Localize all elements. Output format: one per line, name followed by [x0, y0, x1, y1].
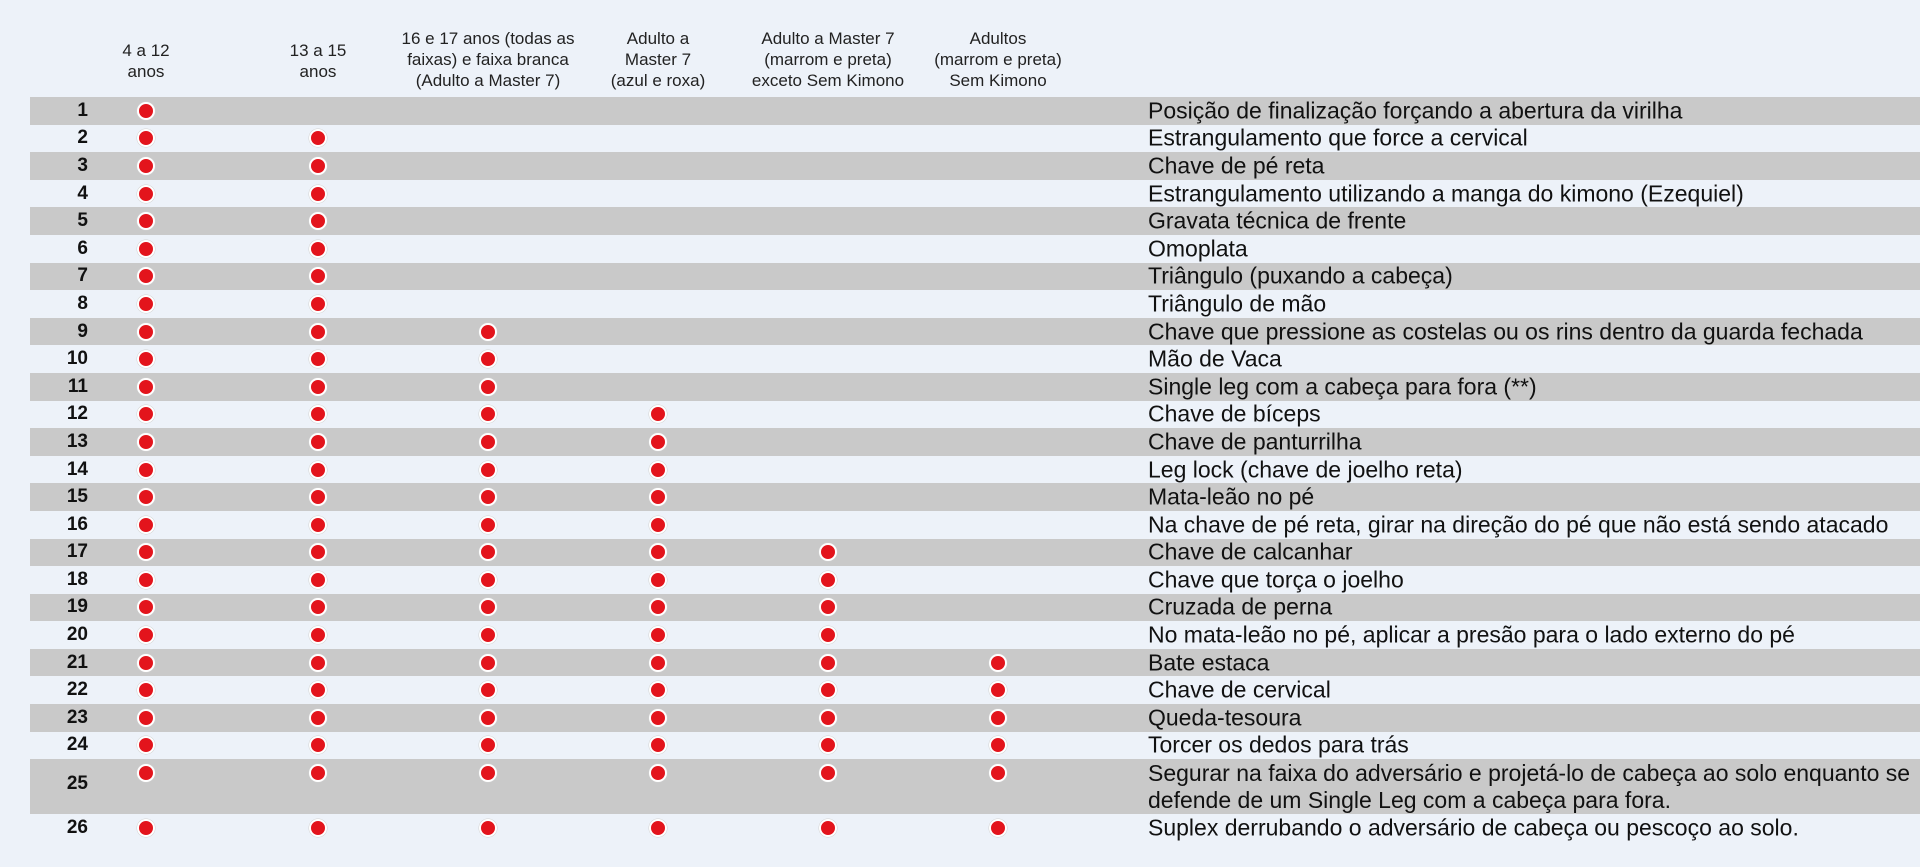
prohibited-dot-icon — [309, 626, 327, 644]
technique-description: Gravata técnica de frente — [1148, 207, 1407, 234]
prohibited-dot-icon — [137, 764, 155, 782]
prohibited-dot-icon — [819, 626, 837, 644]
prohibited-dot-icon — [137, 323, 155, 341]
technique-description: Segurar na faixa do adversário e projetá-lo de cabeça ao solo enquanto se defende de um Single Leg com a cabeça para fora. — [1148, 760, 1911, 814]
illegal-techniques-table — [30, 97, 1920, 842]
table-row — [30, 207, 1920, 235]
prohibited-dot-icon — [137, 405, 155, 423]
prohibited-dot-icon — [479, 323, 497, 341]
row-number: 5 — [77, 210, 88, 232]
prohibited-dot-icon — [649, 488, 667, 506]
prohibited-dot-icon — [137, 516, 155, 534]
prohibited-dot-icon — [309, 267, 327, 285]
prohibited-dot-icon — [649, 598, 667, 616]
prohibited-dot-icon — [137, 543, 155, 561]
technique-description: Posição de finalização forçando a abertura da virilha — [1148, 97, 1683, 124]
row-number: 10 — [66, 348, 88, 370]
table-row — [30, 704, 1920, 732]
prohibited-dot-icon — [137, 736, 155, 754]
prohibited-dot-icon — [479, 516, 497, 534]
technique-description: Mata-leão no pé — [1148, 483, 1315, 510]
row-number: 9 — [77, 320, 88, 342]
technique-description: Chave que torça o joelho — [1148, 566, 1404, 593]
prohibited-dot-icon — [309, 819, 327, 837]
table-header — [30, 28, 1920, 100]
technique-description: Chave de bíceps — [1148, 400, 1321, 427]
table-row — [30, 759, 1920, 814]
technique-description: Suplex derrubando o adversário de cabeça ou pescoço ao solo. — [1148, 814, 1799, 841]
table-row — [30, 814, 1920, 842]
prohibited-dot-icon — [309, 516, 327, 534]
column-header-adult-blue-purple: Adulto a Master 7 (azul e roxa) — [610, 29, 706, 90]
prohibited-dot-icon — [479, 736, 497, 754]
table-row — [30, 566, 1920, 594]
prohibited-dot-icon — [309, 543, 327, 561]
prohibited-dot-icon — [309, 240, 327, 258]
prohibited-dot-icon — [137, 157, 155, 175]
table-row — [30, 511, 1920, 539]
prohibited-dot-icon — [137, 709, 155, 727]
prohibited-dot-icon — [649, 543, 667, 561]
prohibited-dot-icon — [479, 626, 497, 644]
prohibited-dot-icon — [479, 350, 497, 368]
row-number: 12 — [66, 403, 88, 425]
prohibited-dot-icon — [819, 654, 837, 672]
table-row — [30, 373, 1920, 401]
prohibited-dot-icon — [137, 626, 155, 644]
prohibited-dot-icon — [309, 212, 327, 230]
prohibited-dot-icon — [989, 709, 1007, 727]
prohibited-dot-icon — [309, 185, 327, 203]
prohibited-dot-icon — [137, 102, 155, 120]
table-row — [30, 621, 1920, 649]
prohibited-dot-icon — [309, 488, 327, 506]
technique-description: Bate estaca — [1148, 649, 1270, 676]
prohibited-dot-icon — [649, 819, 667, 837]
prohibited-dot-icon — [479, 598, 497, 616]
prohibited-dot-icon — [137, 433, 155, 451]
technique-description: Single leg com a cabeça para fora (**) — [1148, 373, 1537, 400]
prohibited-dot-icon — [309, 350, 327, 368]
row-number: 4 — [77, 182, 88, 204]
table-row — [30, 539, 1920, 567]
table-row — [30, 125, 1920, 153]
row-number: 13 — [66, 430, 88, 452]
row-number: 25 — [66, 773, 88, 795]
technique-description: Triângulo de mão — [1148, 290, 1327, 317]
prohibited-dot-icon — [989, 654, 1007, 672]
prohibited-dot-icon — [649, 405, 667, 423]
row-number: 26 — [66, 817, 88, 839]
table-row — [30, 152, 1920, 180]
technique-description: Triângulo (puxando a cabeça) — [1148, 262, 1453, 289]
technique-description: Cruzada de perna — [1148, 593, 1333, 620]
prohibited-dot-icon — [309, 405, 327, 423]
prohibited-dot-icon — [309, 157, 327, 175]
prohibited-dot-icon — [649, 681, 667, 699]
row-number: 18 — [66, 568, 88, 590]
prohibited-dot-icon — [819, 709, 837, 727]
table-row — [30, 290, 1920, 318]
table-row — [30, 180, 1920, 208]
table-row — [30, 456, 1920, 484]
technique-description: Chave de panturrilha — [1148, 428, 1362, 455]
prohibited-dot-icon — [989, 681, 1007, 699]
prohibited-dot-icon — [479, 819, 497, 837]
prohibited-dot-icon — [137, 295, 155, 313]
column-header-13-15: 13 a 15 anos — [289, 41, 347, 81]
prohibited-dot-icon — [649, 461, 667, 479]
prohibited-dot-icon — [479, 681, 497, 699]
row-number: 17 — [66, 541, 88, 563]
prohibited-dot-icon — [989, 819, 1007, 837]
column-header-16-17: 16 e 17 anos (todas as faixas) e faixa branca (Adulto a Master 7) — [401, 29, 575, 90]
table-row — [30, 345, 1920, 373]
prohibited-dot-icon — [989, 736, 1007, 754]
prohibited-dot-icon — [137, 571, 155, 589]
column-header-4-12: 4 a 12 anos — [122, 41, 170, 81]
table-row — [30, 318, 1920, 346]
prohibited-dot-icon — [649, 433, 667, 451]
row-number: 8 — [77, 292, 88, 314]
prohibited-dot-icon — [819, 819, 837, 837]
table-row — [30, 483, 1920, 511]
prohibited-dot-icon — [479, 764, 497, 782]
row-number: 19 — [66, 596, 88, 618]
prohibited-dot-icon — [479, 543, 497, 561]
prohibited-dot-icon — [309, 598, 327, 616]
row-number: 14 — [66, 458, 88, 480]
prohibited-dot-icon — [649, 764, 667, 782]
technique-description: Torcer os dedos para trás — [1148, 731, 1409, 758]
prohibited-dot-icon — [479, 405, 497, 423]
row-number: 20 — [66, 624, 88, 646]
prohibited-dot-icon — [309, 295, 327, 313]
row-number: 21 — [66, 651, 88, 673]
table-row — [30, 649, 1920, 677]
table-row — [30, 676, 1920, 704]
prohibited-dot-icon — [309, 764, 327, 782]
prohibited-dot-icon — [309, 571, 327, 589]
prohibited-dot-icon — [137, 461, 155, 479]
technique-description: No mata-leão no pé, aplicar a presão para o lado externo do pé — [1148, 621, 1795, 648]
prohibited-dot-icon — [137, 212, 155, 230]
prohibited-dot-icon — [819, 736, 837, 754]
technique-description: Chave que pressione as costelas ou os rins dentro da guarda fechada — [1148, 318, 1863, 345]
technique-description: Estrangulamento utilizando a manga do kimono (Ezequiel) — [1148, 180, 1744, 207]
prohibited-dot-icon — [309, 709, 327, 727]
prohibited-dot-icon — [137, 681, 155, 699]
prohibited-dot-icon — [309, 461, 327, 479]
prohibited-dot-icon — [649, 626, 667, 644]
table-row — [30, 97, 1920, 125]
column-header-adults-no-gi: Adultos (marrom e preta) Sem Kimono — [934, 29, 1062, 90]
prohibited-dot-icon — [649, 516, 667, 534]
table-row — [30, 235, 1920, 263]
prohibited-dot-icon — [819, 598, 837, 616]
prohibited-dot-icon — [819, 681, 837, 699]
prohibited-dot-icon — [479, 571, 497, 589]
technique-description: Chave de pé reta — [1148, 152, 1325, 179]
prohibited-dot-icon — [479, 709, 497, 727]
technique-description: Chave de cervical — [1148, 676, 1331, 703]
technique-description: Omoplata — [1148, 235, 1248, 262]
row-number: 6 — [77, 237, 88, 259]
prohibited-dot-icon — [309, 736, 327, 754]
prohibited-dot-icon — [309, 323, 327, 341]
prohibited-dot-icon — [649, 736, 667, 754]
row-number: 1 — [77, 99, 88, 121]
prohibited-dot-icon — [479, 654, 497, 672]
table-row — [30, 732, 1920, 760]
prohibited-dot-icon — [137, 598, 155, 616]
prohibited-dot-icon — [137, 654, 155, 672]
row-number: 2 — [77, 127, 88, 149]
prohibited-dot-icon — [137, 185, 155, 203]
prohibited-dot-icon — [649, 571, 667, 589]
prohibited-dot-icon — [137, 240, 155, 258]
prohibited-dot-icon — [137, 378, 155, 396]
technique-description: Chave de calcanhar — [1148, 538, 1353, 565]
prohibited-dot-icon — [137, 819, 155, 837]
row-number: 23 — [66, 706, 88, 728]
technique-description: Na chave de pé reta, girar na direção do pé que não está sendo atacado — [1148, 511, 1889, 538]
prohibited-dot-icon — [479, 461, 497, 479]
prohibited-dot-icon — [819, 543, 837, 561]
prohibited-dot-icon — [649, 654, 667, 672]
prohibited-dot-icon — [309, 129, 327, 147]
prohibited-dot-icon — [819, 571, 837, 589]
row-number: 15 — [66, 486, 88, 508]
prohibited-dot-icon — [309, 378, 327, 396]
technique-description: Estrangulamento que force a cervical — [1148, 124, 1528, 151]
column-header-adult-brown-black: Adulto a Master 7 (marrom e preta) exceto Sem Kimono — [751, 29, 905, 90]
technique-description: Leg lock (chave de joelho reta) — [1148, 456, 1463, 483]
prohibited-dot-icon — [137, 488, 155, 506]
prohibited-dot-icon — [989, 764, 1007, 782]
row-number: 3 — [77, 154, 88, 176]
row-number: 16 — [66, 513, 88, 535]
row-number: 24 — [66, 734, 88, 756]
prohibited-dot-icon — [309, 433, 327, 451]
table-row — [30, 594, 1920, 622]
technique-description: Mão de Vaca — [1148, 345, 1282, 372]
prohibited-dot-icon — [137, 350, 155, 368]
row-number: 11 — [67, 375, 88, 397]
row-number: 22 — [66, 679, 88, 701]
technique-description: Queda-tesoura — [1148, 704, 1302, 731]
row-number: 7 — [77, 265, 88, 287]
prohibited-dot-icon — [479, 488, 497, 506]
table-row — [30, 401, 1920, 429]
prohibited-dot-icon — [479, 433, 497, 451]
prohibited-dot-icon — [649, 709, 667, 727]
table-row — [30, 263, 1920, 291]
prohibited-dot-icon — [309, 654, 327, 672]
prohibited-dot-icon — [137, 267, 155, 285]
prohibited-dot-icon — [137, 129, 155, 147]
prohibited-dot-icon — [819, 764, 837, 782]
prohibited-dot-icon — [309, 681, 327, 699]
prohibited-dot-icon — [479, 378, 497, 396]
table-row — [30, 428, 1920, 456]
